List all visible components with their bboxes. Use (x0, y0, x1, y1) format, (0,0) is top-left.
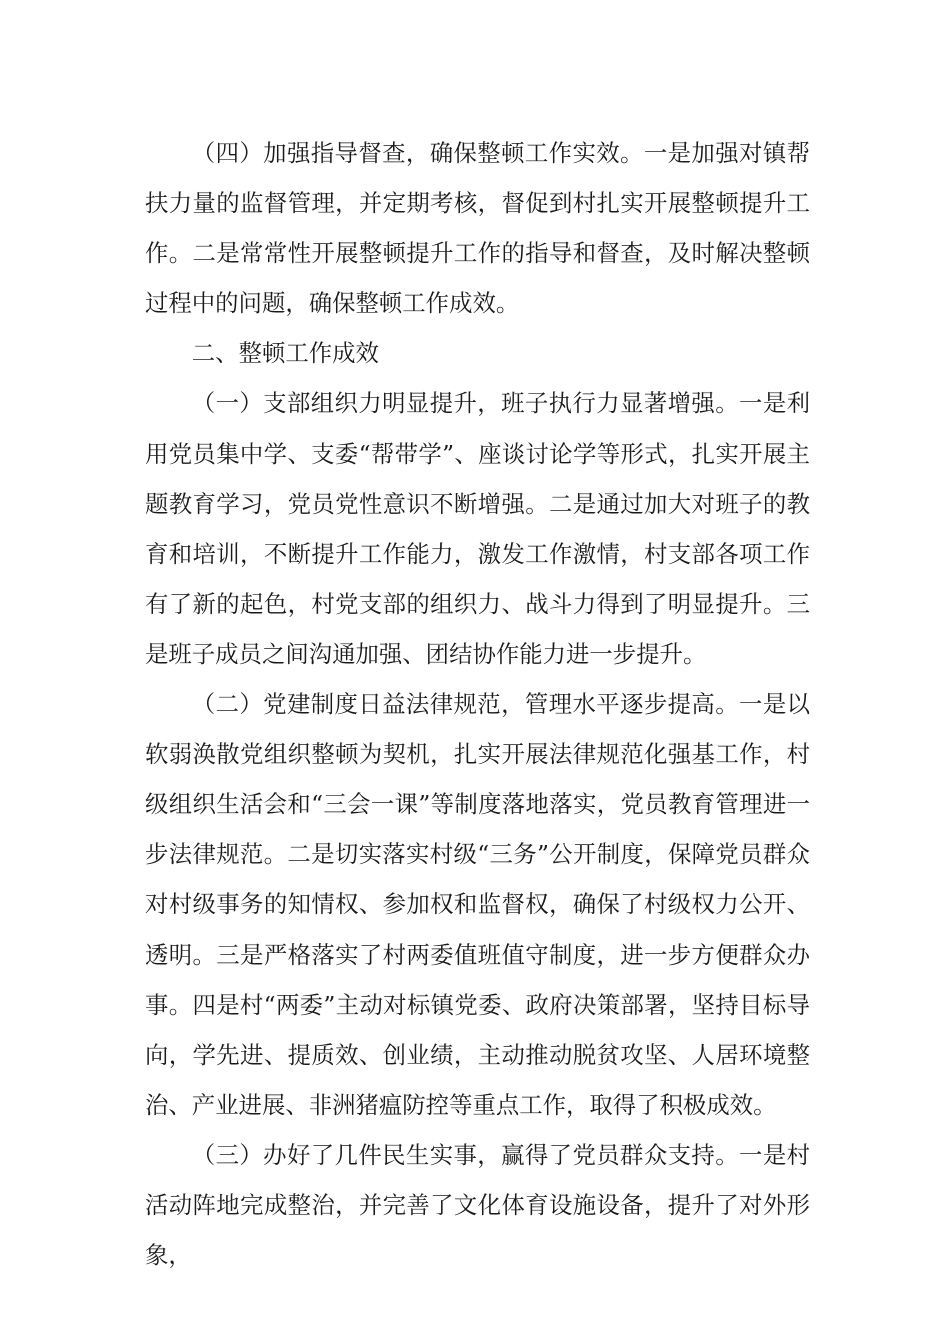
paragraph-institution: （二）党建制度日益法律规范，管理水平逐步提高。一是以软弱涣散党组织整顿为契机，扎实开展法律规范化强基工作，村级组织生活会和“三会一课”等制度落地落实，党员教育管理进一步法律规范。二是切实落实村级“三务”公开制度，保障党员群众对村级事务的知情权、参加权和监督权，确保了村级权力公开、透明。三是严格落实了村两委值班值守制度，进一步方便群众办事。四是村“两委”主动对标镇党委、政府决策部署，坚持目标导向，学先进、提质效、创业绩，主动推动脱贫攻坚、人居环境整治、产业进展、非洲猪瘟防控等重点工作，取得了积极成效。 (145, 690, 810, 1119)
paragraph-livelihood: （三）办好了几件民生实事，赢得了党员群众支持。一是村活动阵地完成整治，并完善了文化体育设施设备，提升了对外形象， (145, 1140, 810, 1270)
document-body (145, 128, 810, 1280)
paragraph-supervision: （四）加强指导督查，确保整顿工作实效。一是加强对镇帮扶力量的监督管理，并定期考核，督促到村扎实开展整顿提升工作。二是常常性开展整顿提升工作的指导和督查，及时解决整顿过程中的问题，确保整顿工作成效。 (145, 139, 810, 318)
paragraph-organization: （一）支部组织力明显提升，班子执行力显著增强。一是利用党员集中学、支委“帮带学”、座谈讨论学等形式，扎实开展主题教育学习，党员党性意识不断增强。二是通过加大对班子的教育和培训，不断提升工作能力，激发工作激情，村支部各项工作有了新的起色，村党支部的组织力、战斗力得到了明显提升。三是班子成员之间沟通加强、团结协作能力进一步提升。 (145, 389, 810, 668)
section-heading-results: 二、整顿工作成效 (191, 339, 379, 368)
